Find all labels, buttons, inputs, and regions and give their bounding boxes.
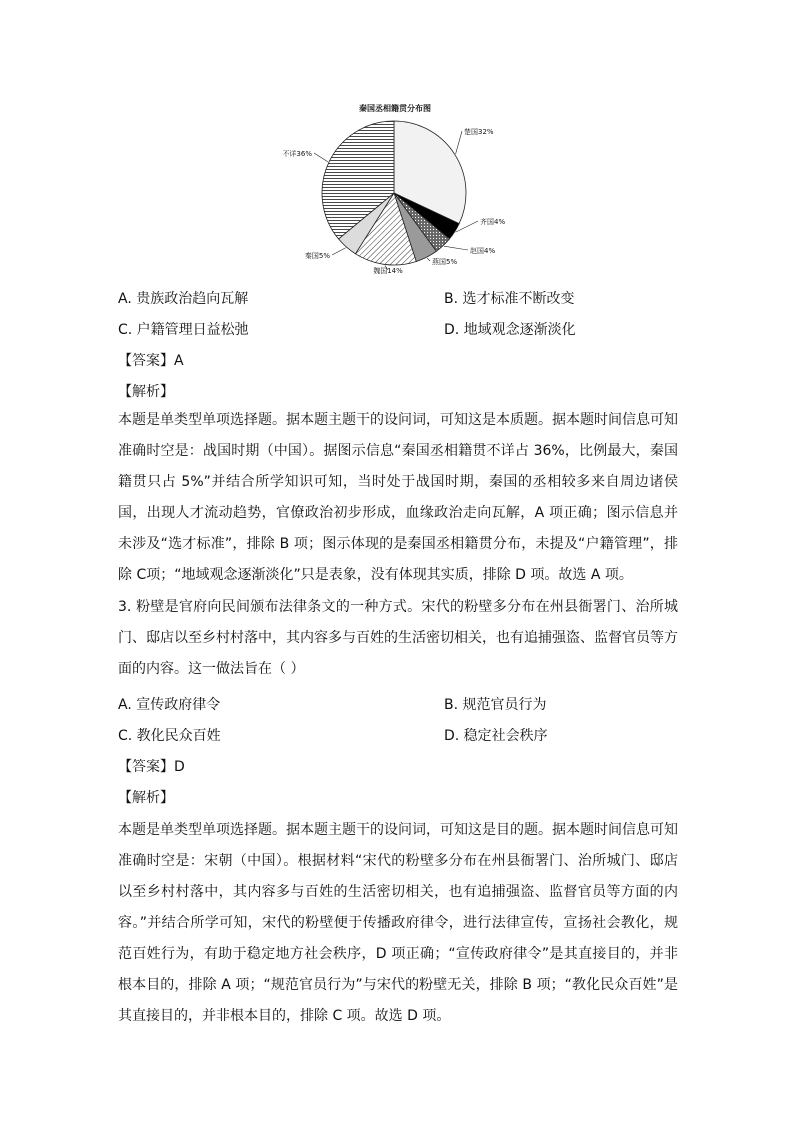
q2-option-d[interactable]: D. 地域观念逐渐淡化 [444,322,576,338]
pie-chart-svg [270,96,520,286]
pie-slices [322,121,466,265]
pie-slice-label: 燕国5% [432,258,458,266]
q3-analysis-label: 【解析】 [118,790,174,806]
pie-leader-line [427,258,430,261]
q3-stem: 3. 粉壁是官府向民间颁布法律条文的一种方式。宋代的粉壁多分布在州县衙署门、治所城门、邸店以至乡村村落中，其内容多与百姓的生活密切相关，也有追捕强盗、监督官员等方面的内容。这一做法旨在（ ） [118,599,678,677]
pie-chart [270,96,520,286]
q2-analysis-label: 【解析】 [118,384,174,400]
q2-analysis-text: 本题是单类型单项选择题。据本题主题干的设问词，可知这是本质题。据本题时间信息可知准确时空是：战国时期（中国）。据图示信息“秦国丞相籍贯不详占 36%，比例最大，秦国籍贯只占 5%”并结合所学知识可知，当时处于战国时期，秦国的丞相较多来自周边诸侯国，出现人才流动趋势，官僚政治初步形成，血缘政治走向瓦解，A 项正确；图示信息并未涉及“选才标准”，排除 B 项；图示体现的是秦国丞相籍贯分布，未提及“户籍管理”，排除 C项；“地域观念逐渐淡化”只是表象，没有体现其实质，排除 D 项。故选 A 项。 [118,412,678,583]
q3-answer: 【答案】D [118,759,185,775]
pie-slice-label: 不详36% [282,150,312,158]
pie-leader-line [444,246,468,250]
q3-option-d[interactable]: D. 稳定社会秩序 [444,728,548,744]
q3-option-a[interactable]: A. 宣传政府律令 [118,697,221,713]
q2-option-b[interactable]: B. 选才标准不断改变 [444,291,575,307]
pie-slice-label: 秦国5% [304,252,330,260]
q3-analysis-text: 本题是单类型单项选择题。据本题主题干的设问词，可知这是目的题。据本题时间信息可知准确时空是：宋朝（中国）。根据材料“宋代的粉壁多分布在州县衙署门、治所城门、邸店以至乡村村落中，其内容多与百姓的生活密切相关，也有追捕强盗、监督官员等方面的内容。”并结合所学可知，宋代的粉壁便于传播政府律令，进行法律宣传，宣扬社会教化，规范百姓行为，有助于稳定地方社会秩序，D 项正确；“宣传政府律令”是其直接目的，并非根本目的，排除 A 项；“规范官员行为”与宋代的粉壁无关，排除 B 项；“教化民众百姓”是其直接目的，并非根本目的，排除 C 项。故选 D 项。 [118,822,678,1024]
q2-option-a[interactable]: A. 贵族政治趋向瓦解 [118,291,249,307]
pie-slice-label: 齐国4% [480,218,506,226]
pie-leader-line [332,248,346,255]
pie-leader-line [456,131,462,154]
pie-slice-label: 赵国4% [470,247,496,255]
q2-answer: 【答案】A [118,353,184,369]
chart-title: 秦国丞相籍贯分布图 [359,104,431,113]
q3-option-c[interactable]: C. 教化民众百姓 [118,728,221,744]
pie-leader-line [314,153,328,162]
q3-option-b[interactable]: B. 规范官员行为 [444,697,547,713]
pie-slice-label: 魏国14% [373,267,403,275]
q2-option-c[interactable]: C. 户籍管理日益松弛 [118,322,249,338]
pie-slice-label: 楚国32% [464,128,494,136]
